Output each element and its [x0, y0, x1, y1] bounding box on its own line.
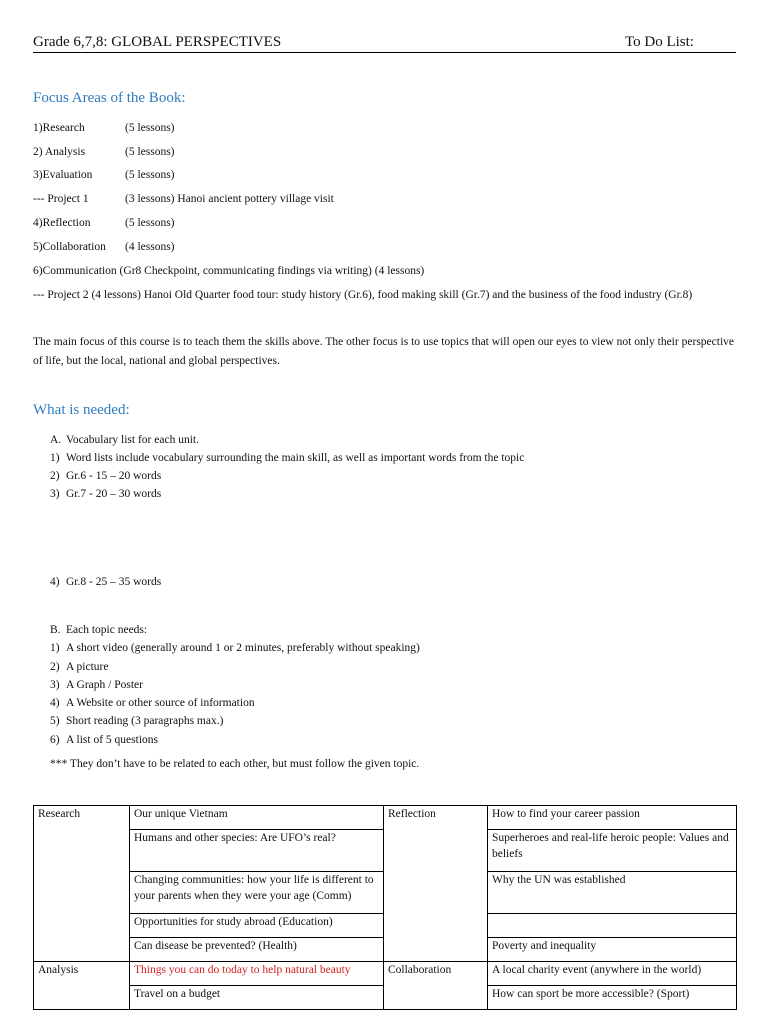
topic-cell: Can disease be prevented? (Health) [130, 938, 384, 962]
focus-communication: 6)Communication (Gr8 Checkpoint, communicating findings via writing) (4 lessons) [33, 265, 425, 277]
table-row [34, 962, 737, 986]
topic-cell: Changing communities: how your life is different to your parents when they were your age (Comm) [130, 872, 384, 914]
focus-project2: --- Project 2 (4 lessons) Hanoi Old Quarter food tour: study history (Gr.6), food making skill (Gr.7) and the business of the food industry (Gr.8) [33, 289, 693, 301]
topic-cell: Why the UN was established [488, 872, 737, 914]
skill-cell: Research [34, 806, 130, 962]
skill-cell: Reflection [384, 806, 488, 962]
page-header [33, 32, 736, 53]
topic-cell: How can sport be more accessible? (Sport) [488, 986, 737, 1010]
topic-cell: Opportunities for study abroad (Education) [130, 914, 384, 938]
topic-cell-highlighted: Things you can do today to help natural beauty [130, 962, 384, 986]
topic-table [33, 805, 737, 1010]
topic-cell: Our unique Vietnam [130, 806, 384, 830]
topic-cell: Superheroes and real-life heroic people: Values and beliefs [488, 830, 737, 872]
skill-cell: Collaboration [384, 962, 488, 1010]
topic-cell [488, 914, 737, 938]
todo-label: To Do List: [625, 34, 694, 50]
table-row [34, 806, 737, 830]
topic-cell: Poverty and inequality [488, 938, 737, 962]
topic-cell: How to find your career passion [488, 806, 737, 830]
page-title: Grade 6,7,8: GLOBAL PERSPECTIVES [33, 34, 282, 50]
skill-cell: Analysis [34, 962, 130, 1010]
needed-heading: What is needed: [33, 402, 130, 418]
focus-heading: Focus Areas of the Book: [33, 90, 186, 106]
course-description: The main focus of this course is to teach them the skills above. The other focus is to use topics that will open our eyes to view not only their perspective of life, but the local, national and global perspectives. [33, 336, 734, 367]
topic-cell: A local charity event (anywhere in the world) [488, 962, 737, 986]
topic-cell: Humans and other species: Are UFO’s real? [130, 830, 384, 872]
topic-note: *** They don’t have to be related to each other, but must follow the given topic. [50, 758, 420, 770]
topic-cell: Travel on a budget [130, 986, 384, 1010]
